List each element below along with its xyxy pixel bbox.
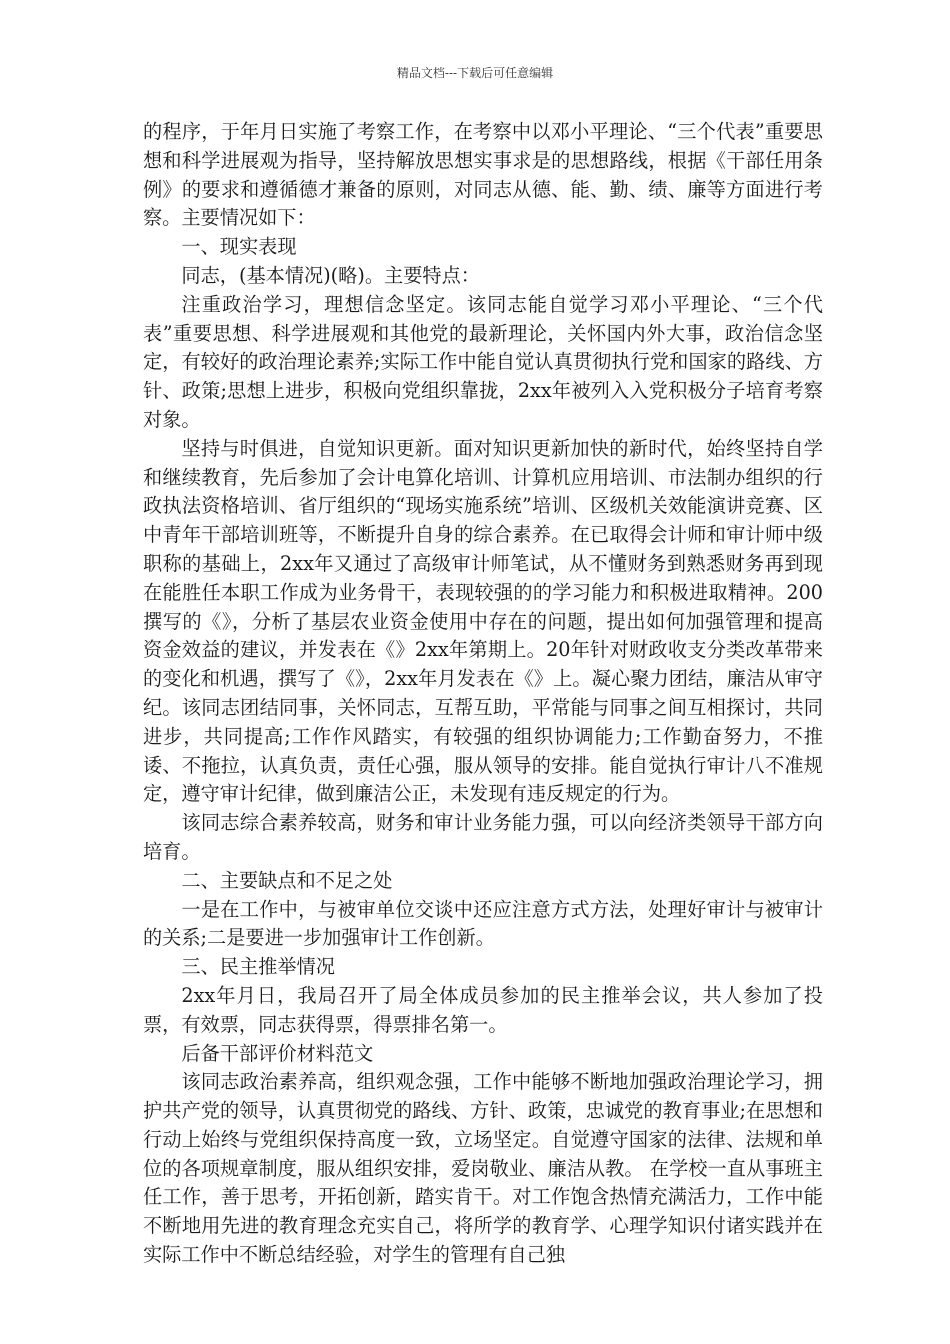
section-title-sample: 后备干部评价材料范文	[181, 1041, 374, 1065]
page-header: 精品文档---下载后可任意编辑	[396, 66, 554, 80]
document-body	[143, 118, 823, 1270]
paragraph-overall-assessment: 该同志综合素养较高，财务和审计业务能力强，可以向经济类领导干部方向培育。	[143, 811, 823, 863]
paragraph-knowledge-update: 坚持与时俱进，自觉知识更新。面对知识更新加快的新时代，始终坚持自学和继续教育，先后参加了会计电算化培训、计算机应用培训、市法制办组织的行政执法资格培训、省厅组织的“现场实施系统”培训、区级机关效能演讲竞赛、区中青年干部培训班等，不断提升自身的综合素养。在已取得会计师和审计师中级职称的基础上，2xx年又通过了高级审计师笔试，从不懂财务到熟悉财务再到现在能胜任本职工作成为业务骨干，表现较强的的学习能力和积极进取精神。200撰写的《》，分析了基层农业资金使用中存在的问题，提出如何加强管理和提高资金效益的建议，并发表在《》2xx年第期上。20年针对财政收支分类改革带来的变化和机遇，撰写了《》，2xx年月发表在《》上。凝心聚力团结，廉洁从审守纪。该同志团结同事，关怀同志，互帮互助，平常能与同事之间互相探讨，共同进步，共同提高;工作作风踏实，有较强的组织协调能力;工作勤奋努力，不推诿、不拖拉，认真负责，责任心强，服从领导的安排。能自觉执行审计八不准规定，遵守审计纪律，做到廉洁公正，未发现有违反规定的行为。	[143, 436, 823, 806]
section-heading-2: 二、主要缺点和不足之处	[181, 868, 393, 892]
paragraph-basic-info: 同志，(基本情况)(略)。主要特点：	[181, 263, 480, 287]
section-heading-1: 一、现实表现	[181, 235, 297, 259]
paragraph-sample-evaluation: 该同志政治素养高，组织观念强，工作中能够不断地加强政治理论学习，拥护共产党的领导，认真贯彻党的路线、方针、政策，忠诚党的教育事业;在思想和行动上始终与党组织保持高度一致，立场坚定。自觉遵守国家的法律、法规和单位的各项规章制度，服从组织安排，爱岗敬业、廉洁从教。 在学校一直从事班主任工作，善于思考，开拓创新，踏实肯干。对工作饱含热情充满活力，工作中能不断地用先进的教育理念充实自己，将所学的教育学、心理学知识付诸实践并在实际工作中不断总结经验，对学生的管理有自己独	[143, 1070, 823, 1267]
section-heading-3: 三、民主推举情况	[181, 955, 335, 979]
paragraph-political-study: 注重政治学习，理想信念坚定。该同志能自觉学习邓小平理论、“三个代表”重要思想、科学进展观和其他党的最新理论，关怀国内外大事，政治信念坚定，有较好的政治理论素养;实际工作中能自觉认真贯彻执行党和国家的路线、方针、政策;思想上进步，积极向党组织靠拢，2xx年被列入入党积极分子培育考察对象。	[143, 292, 823, 431]
paragraph-shortcomings: 一是在工作中，与被审单位交谈中还应注意方式方法，处理好审计与被审计的关系;二是要进一步加强审计工作创新。	[143, 897, 823, 950]
paragraph-intro: 的程序，于年月日实施了考察工作，在考察中以邓小平理论、“三个代表”重要思想和科学进展观为指导，坚持解放思想实事求是的思想路线，根据《干部任用条例》的要求和遵循德才兼备的原则，对同志从德、能、勤、绩、廉等方面进行考察。主要情况如下：	[143, 120, 823, 230]
paragraph-democratic-recommendation: 2xx年月日，我局召开了局全体成员参加的民主推举会议，共人参加了投票，有效票，同志获得票，得票排名第一。	[143, 983, 823, 1036]
